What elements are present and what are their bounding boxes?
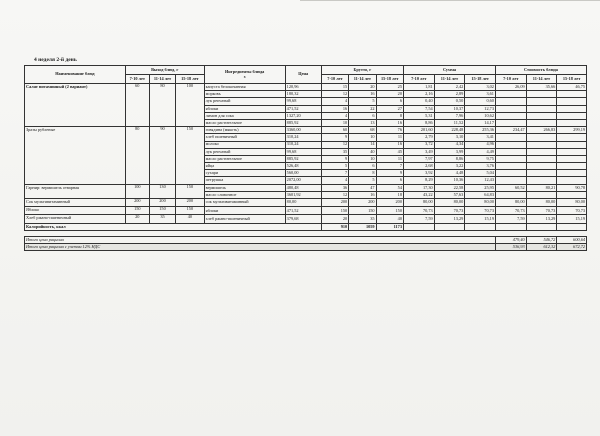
empty-cost-cell	[495, 148, 526, 155]
ingredient-price: 480,48	[285, 184, 321, 191]
empty-cost-cell	[495, 155, 526, 162]
sum-value: 8,86	[434, 155, 465, 162]
gross-value: 150	[376, 207, 403, 215]
gross-value: 200	[349, 199, 376, 207]
gross-value: 4	[321, 177, 348, 184]
dish-cost: 35,66	[526, 84, 557, 91]
ingredient-price: 80,00	[285, 199, 321, 207]
gross-value: 9	[321, 155, 348, 162]
calories-row	[25, 223, 587, 230]
table-row	[25, 207, 587, 215]
empty-cost-cell	[526, 155, 557, 162]
sum-value: 5,04	[465, 170, 496, 177]
dish-cost: 70,73	[557, 207, 587, 215]
dish-yield: 35	[149, 215, 175, 223]
empty-cost-cell	[526, 105, 557, 112]
sum-value: 11,52	[434, 119, 465, 126]
calories-value: 1173	[376, 223, 403, 230]
table-row	[25, 84, 587, 91]
sum-value: 2,79	[403, 134, 434, 141]
gross-value: 150	[321, 207, 348, 215]
total-row	[25, 243, 587, 250]
gross-value: 13	[349, 119, 376, 126]
empty-cost-cell	[526, 91, 557, 98]
sum-value: 4,96	[465, 141, 496, 148]
sum-value: 2,68	[403, 163, 434, 170]
empty-cost-cell	[557, 141, 587, 148]
gross-value: 18	[376, 191, 403, 198]
header-age-0: 7-10 лет	[125, 75, 149, 84]
header-price: Цена	[285, 66, 321, 84]
sum-value: 80,00	[434, 199, 465, 207]
dish-name: Гарнир: вермишель отварная	[25, 184, 126, 198]
gross-value: 16	[349, 191, 376, 198]
sum-value: 10,37	[434, 105, 465, 112]
sum-value: 3,76	[465, 163, 496, 170]
empty-cost-cell	[495, 163, 526, 170]
empty-cost-cell	[526, 148, 557, 155]
empty-cost-cell	[495, 112, 526, 119]
dish-yield: 90	[149, 127, 175, 185]
dish-yield: 200	[125, 199, 149, 207]
table-row	[25, 215, 587, 223]
empty-cost-cell	[557, 105, 587, 112]
gross-value: 150	[349, 207, 376, 215]
sum-value: 17,30	[403, 184, 434, 191]
calories-label: Калорийность, ккал	[25, 223, 322, 230]
header-gross: Брутто, г	[321, 66, 403, 75]
gross-value: 76	[376, 127, 403, 134]
sum-value: 0,40	[403, 98, 434, 105]
sum-value: 10,62	[465, 112, 496, 119]
empty-cost-cell	[557, 112, 587, 119]
gross-value: 9	[376, 170, 403, 177]
ingredient-name: капуста белокочанная	[204, 84, 285, 91]
gross-value: 27	[376, 105, 403, 112]
empty-cost-cell	[495, 105, 526, 112]
header-age-2: 15-18 лет	[176, 75, 204, 84]
dish-yield: 20	[125, 215, 149, 223]
dish-cost: 80,21	[526, 184, 557, 191]
total-label: Итого цена рациона с учетом 12% НДС	[25, 243, 496, 250]
header-age-0: 7-10 лет	[321, 75, 348, 84]
gross-value: 4	[321, 98, 348, 105]
empty-cost-cell	[495, 134, 526, 141]
header-cost: Стоимость блюда	[495, 66, 586, 75]
gross-value: 14	[349, 141, 376, 148]
ingredient-price: 471,52	[285, 105, 321, 112]
ingredient-price: 180,32	[285, 91, 321, 98]
dish-cost: 70,73	[526, 207, 557, 215]
total-value: 600,64	[557, 236, 587, 243]
ingredient-price: 526,48	[285, 163, 321, 170]
gross-value: 7	[376, 163, 403, 170]
dish-yield: 130	[149, 184, 175, 198]
ingredient-price: 3601,92	[285, 191, 321, 198]
sum-value: 2,42	[434, 84, 465, 91]
gross-value: 8	[376, 112, 403, 119]
sum-value: 4,49	[465, 148, 496, 155]
total-value: 479,40	[495, 236, 526, 243]
empty-cell	[495, 223, 526, 230]
sum-value: 22,58	[434, 184, 465, 191]
header-ingredients-extra: з	[243, 73, 246, 79]
header-age-0: 7-10 лет	[495, 75, 526, 84]
empty-cost-cell	[557, 155, 587, 162]
table-row	[25, 199, 587, 207]
dish-yield: 80	[125, 127, 149, 185]
dish-yield: 100	[125, 184, 149, 198]
empty-cost-cell	[557, 91, 587, 98]
sum-value: 255,36	[465, 127, 496, 134]
dish-cost: 299,19	[557, 127, 587, 134]
gross-value: 15	[321, 84, 348, 91]
ingredient-name: говядина (мякоть)	[204, 127, 285, 134]
empty-cost-cell	[557, 148, 587, 155]
ingredient-name: морковь	[204, 91, 285, 98]
header-age-2: 15-18 лет	[376, 75, 403, 84]
gross-value: 200	[376, 199, 403, 207]
ingredient-price: 120,96	[285, 84, 321, 91]
sum-value: 25,95	[465, 184, 496, 191]
gross-value: 12	[321, 91, 348, 98]
sum-value: 3,99	[434, 148, 465, 155]
ingredient-price: 885,92	[285, 155, 321, 162]
empty-cost-cell	[557, 170, 587, 177]
gross-value: 5	[349, 98, 376, 105]
empty-cost-cell	[526, 141, 557, 148]
sum-value: 12,43	[465, 177, 496, 184]
header-age-1: 11-14 лет	[434, 75, 465, 84]
sum-value: 80,00	[403, 199, 434, 207]
gross-value: 16	[376, 141, 403, 148]
sum-value: 15,19	[465, 215, 496, 223]
ingredient-name: лимон для сока	[204, 112, 285, 119]
ingredient-name: хлеб ржано-пшеничный	[204, 215, 285, 223]
empty-cost-cell	[526, 98, 557, 105]
empty-cost-cell	[495, 98, 526, 105]
gross-value: 60	[321, 127, 348, 134]
gross-value: 68	[349, 127, 376, 134]
sum-value: 8,29	[403, 177, 434, 184]
ingredient-name: яблоки	[204, 105, 285, 112]
empty-cell	[557, 223, 587, 230]
ingredient-name: лук репчатый	[204, 98, 285, 105]
gross-value: 20	[376, 91, 403, 98]
ingredient-name: сухари	[204, 170, 285, 177]
total-value: 546,72	[526, 236, 557, 243]
dish-yield: 40	[176, 215, 204, 223]
sum-value: 70,73	[403, 207, 434, 215]
dish-cost: 234,47	[495, 127, 526, 134]
sum-value: 57,63	[434, 191, 465, 198]
sum-value: 201,60	[403, 127, 434, 134]
dish-yield: 200	[176, 199, 204, 207]
ingredient-name: яйца	[204, 163, 285, 170]
ingredient-price: 560,00	[285, 170, 321, 177]
menu-cost-table	[24, 65, 587, 251]
gross-value: 6	[376, 98, 403, 105]
gross-value: 54	[376, 184, 403, 191]
gross-value: 40	[349, 148, 376, 155]
gross-value: 10	[349, 134, 376, 141]
sum-value: 4,48	[434, 170, 465, 177]
sum-value: 4,34	[434, 141, 465, 148]
ingredient-price: 379,68	[285, 215, 321, 223]
sum-value: 0,60	[465, 98, 496, 105]
gross-value: 40	[376, 215, 403, 223]
gross-value: 4	[321, 112, 348, 119]
ingredient-price: 99,68	[285, 98, 321, 105]
empty-cost-cell	[495, 170, 526, 177]
sum-value: 9,75	[465, 155, 496, 162]
total-row	[25, 236, 587, 243]
sum-value: 3,61	[465, 91, 496, 98]
calories-value: 1059	[349, 223, 376, 230]
sum-value: 3,49	[403, 148, 434, 155]
calories-value: 910	[321, 223, 348, 230]
empty-cost-cell	[557, 191, 587, 198]
header-ingredients	[204, 66, 285, 84]
header-age-2: 15-18 лет	[557, 75, 587, 84]
ingredient-price: 310,24	[285, 141, 321, 148]
gross-value: 8	[349, 170, 376, 177]
empty-cell	[465, 223, 496, 230]
header-age-0: 7-10 лет	[403, 75, 434, 84]
dish-name: Салат витаминный (2 вариант)	[25, 84, 126, 127]
gross-value: 6	[349, 163, 376, 170]
gross-value: 200	[321, 199, 348, 207]
sum-value: 3,41	[465, 134, 496, 141]
sum-value: 3,92	[403, 170, 434, 177]
sum-value: 3,72	[403, 141, 434, 148]
gross-value: 9	[321, 134, 348, 141]
sum-value: 2,16	[403, 91, 434, 98]
gross-value: 25	[376, 84, 403, 91]
ingredient-name: петрушка	[204, 177, 285, 184]
dish-cost: 266,83	[526, 127, 557, 134]
sum-value: 64,83	[465, 191, 496, 198]
gross-value: 45	[376, 148, 403, 155]
header-yield: Выход блюд, г	[125, 66, 204, 75]
empty-cost-cell	[526, 191, 557, 198]
ingredient-price: 1327,20	[285, 112, 321, 119]
dish-name: Яблоко	[25, 207, 126, 215]
gross-value: 20	[349, 84, 376, 91]
empty-cell	[526, 223, 557, 230]
dish-yield: 150	[176, 184, 204, 198]
table-row	[25, 184, 587, 191]
gross-value: 7	[321, 170, 348, 177]
ingredient-price: 885,92	[285, 119, 321, 126]
ingredient-price: 310,24	[285, 134, 321, 141]
dish-cost: 60,52	[495, 184, 526, 191]
empty-cost-cell	[526, 170, 557, 177]
gross-value: 22	[349, 105, 376, 112]
gross-value: 6	[349, 112, 376, 119]
sum-value: 228,48	[434, 127, 465, 134]
sum-value: 0,50	[434, 98, 465, 105]
gross-value: 11	[376, 155, 403, 162]
sum-value: 8,86	[403, 119, 434, 126]
header-age-1: 11-14 лет	[149, 75, 175, 84]
header-age-2: 15-18 лет	[465, 75, 496, 84]
sum-value: 43,22	[403, 191, 434, 198]
total-value: 612,32	[526, 243, 557, 250]
dish-cost: 70,73	[495, 207, 526, 215]
dish-yield: 200	[149, 199, 175, 207]
header-sum: Сумма	[403, 66, 495, 75]
gross-value: 35	[349, 215, 376, 223]
ingredient-name: вермишель	[204, 184, 285, 191]
gross-value: 6	[376, 177, 403, 184]
ingredient-name: масло растительное	[204, 119, 285, 126]
dish-yield: 80	[149, 84, 175, 127]
gross-value: 47	[349, 184, 376, 191]
ingredient-price: 2072,00	[285, 177, 321, 184]
ingredient-price: 471,52	[285, 207, 321, 215]
ingredient-name: лук репчатый	[204, 148, 285, 155]
dish-cost: 80,00	[526, 199, 557, 207]
gross-value: 5	[349, 177, 376, 184]
ingredient-name: яблоки	[204, 207, 285, 215]
gross-value: 35	[321, 148, 348, 155]
dish-cost: 26,09	[495, 84, 526, 91]
sum-value: 3,22	[434, 163, 465, 170]
empty-cost-cell	[495, 177, 526, 184]
scan-edge-line	[300, 0, 600, 1]
dish-yield: 150	[176, 207, 204, 215]
empty-cost-cell	[557, 134, 587, 141]
header-age-1: 11-14 лет	[526, 75, 557, 84]
dish-cost: 13,29	[526, 215, 557, 223]
table-row	[25, 127, 587, 134]
gross-value: 10	[349, 155, 376, 162]
gross-value: 16	[321, 105, 348, 112]
empty-cost-cell	[557, 98, 587, 105]
gross-value: 11	[376, 134, 403, 141]
sum-value: 70,73	[434, 207, 465, 215]
dish-cost: 15,19	[557, 215, 587, 223]
empty-cost-cell	[557, 163, 587, 170]
dish-cost: 80,00	[557, 199, 587, 207]
sum-value: 70,73	[465, 207, 496, 215]
dish-name: Зразы рубленые	[25, 127, 126, 185]
sum-value: 7,54	[403, 105, 434, 112]
gross-value: 20	[321, 215, 348, 223]
gross-value: 12	[321, 141, 348, 148]
sum-value: 2,89	[434, 91, 465, 98]
sum-value: 3,02	[465, 84, 496, 91]
empty-cost-cell	[526, 119, 557, 126]
ingredient-name: молоко	[204, 141, 285, 148]
sum-value: 3,10	[434, 134, 465, 141]
sum-value: 12,73	[465, 105, 496, 112]
dish-yield: 150	[176, 127, 204, 185]
empty-cost-cell	[526, 134, 557, 141]
sum-value: 5,31	[403, 112, 434, 119]
ingredient-name: сок мультивитаминный	[204, 199, 285, 207]
dish-cost: 80,00	[495, 199, 526, 207]
sum-value: 7,59	[403, 215, 434, 223]
gross-value: 16	[376, 119, 403, 126]
sum-value: 7,97	[403, 155, 434, 162]
ingredient-price: 99,68	[285, 148, 321, 155]
empty-cell	[403, 223, 434, 230]
empty-cost-cell	[526, 177, 557, 184]
gross-value: 5	[321, 163, 348, 170]
empty-cost-cell	[495, 91, 526, 98]
ingredient-name: масло сливочное	[204, 191, 285, 198]
header-dish-name: Наименование блюд	[25, 66, 126, 84]
header-age-1: 11-14 лет	[349, 75, 376, 84]
empty-cost-cell	[526, 112, 557, 119]
empty-cost-cell	[557, 119, 587, 126]
sum-value: 10,36	[434, 177, 465, 184]
ingredient-price: 3360,00	[285, 127, 321, 134]
sum-value: 14,17	[465, 119, 496, 126]
sum-value: 80,00	[465, 199, 496, 207]
dish-name: Сок мультивитаминный	[25, 199, 126, 207]
dish-cost: 90,78	[557, 184, 587, 191]
header-ingredients-label: Ингредиенты блюда	[224, 69, 265, 75]
gross-value: 10	[321, 119, 348, 126]
ingredient-name: масло растительное	[204, 155, 285, 162]
empty-cost-cell	[495, 141, 526, 148]
total-value: 672,72	[557, 243, 587, 250]
dish-cost: 46,75	[557, 84, 587, 91]
sum-value: 7,96	[434, 112, 465, 119]
dish-cost: 7,59	[495, 215, 526, 223]
gross-value: 12	[321, 191, 348, 198]
gross-value: 16	[349, 91, 376, 98]
dish-yield: 150	[125, 207, 149, 215]
empty-cost-cell	[557, 177, 587, 184]
empty-cost-cell	[495, 191, 526, 198]
dish-name: Хлеб ржано-пшеничный	[25, 215, 126, 223]
dish-yield: 150	[149, 207, 175, 215]
empty-cell	[434, 223, 465, 230]
sum-value: 1,81	[403, 84, 434, 91]
dish-yield: 100	[176, 84, 204, 127]
gross-value: 36	[321, 184, 348, 191]
dish-yield: 60	[125, 84, 149, 127]
page-heading: 4 неделя 2-й день	[34, 57, 77, 63]
ingredient-name: хлеб пшеничный	[204, 134, 285, 141]
empty-cost-cell	[495, 119, 526, 126]
total-label: Итого цена рациона	[25, 236, 496, 243]
header-row	[25, 66, 587, 75]
total-value: 536,93	[495, 243, 526, 250]
sum-value: 13,29	[434, 215, 465, 223]
empty-cost-cell	[526, 163, 557, 170]
